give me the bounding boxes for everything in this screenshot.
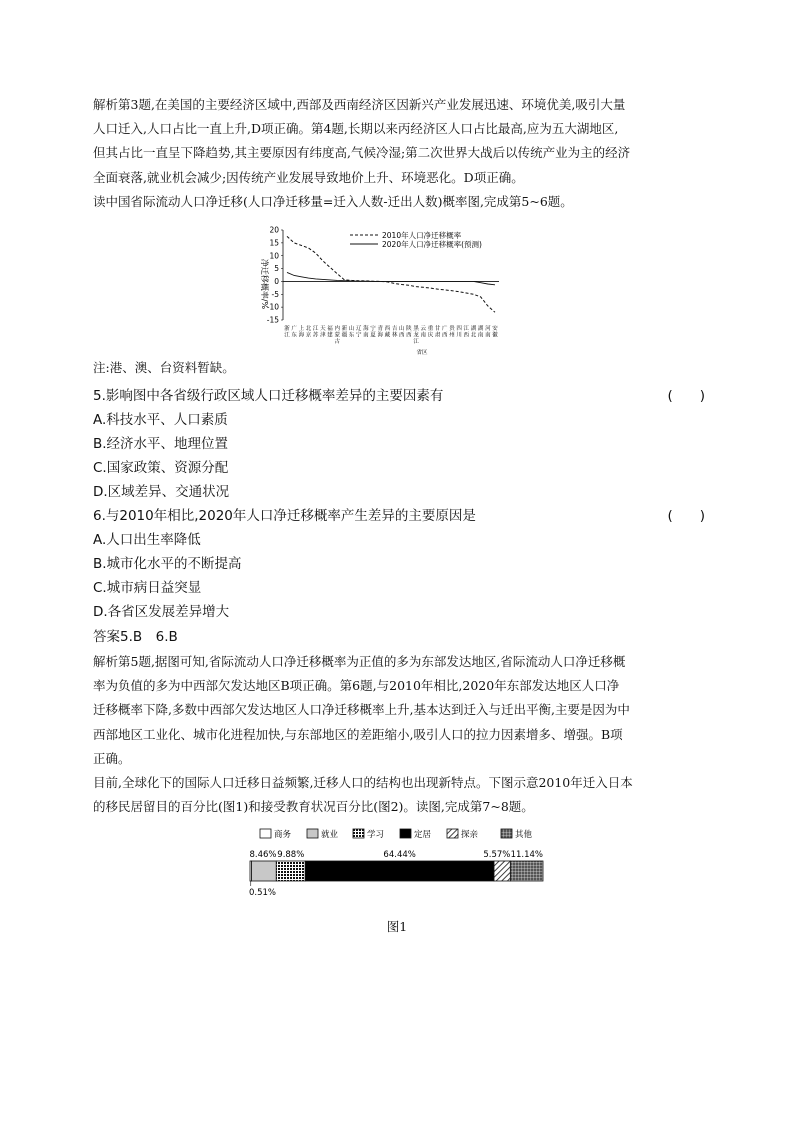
category-label: 宁 [355, 332, 362, 339]
category-label: 西 [406, 332, 412, 339]
category-label: 州 [449, 332, 455, 339]
legend-label: 商务 [274, 830, 292, 841]
bar-segment [510, 861, 543, 881]
category-label: 南 [477, 332, 484, 339]
question-6 [93, 504, 705, 624]
option-a: A.科技水平、人口素质 [93, 412, 228, 428]
category-label: 云 [420, 326, 427, 332]
intro-paragraph-3 [93, 771, 703, 819]
category-label: 西 [463, 332, 470, 339]
text-line: 解析第3题,在美国的主要经济区域中,西部及西南经济区因新兴产业发展迅速、环境优美,吸引大量 [93, 97, 626, 112]
category-label: 南 [485, 332, 491, 339]
category-label: 福 [327, 326, 333, 332]
data-label: 64.44% [383, 850, 416, 860]
category-label: 广 [291, 326, 297, 332]
category-label: 重 [427, 326, 434, 332]
y-tick-label: -10 [266, 302, 279, 312]
category-label: 贵 [449, 326, 455, 332]
option-d: D.区域差异、交通状况 [93, 484, 230, 500]
category-label: 天 [320, 326, 326, 332]
option-d: D.各省区发展差异增大 [93, 604, 230, 620]
japan-migrant-purpose-bar-chart [245, 826, 555, 904]
category-label: 西 [384, 326, 391, 332]
legend-label: 2010年人口净迁移概率 [382, 231, 462, 240]
x-axis-note: 省区 [416, 350, 428, 356]
category-label: 青 [377, 326, 383, 332]
category-label: 浙 [284, 326, 290, 332]
series-line-2 [287, 272, 495, 284]
option-a: A.人口出生率降低 [93, 532, 201, 548]
answer-blank: ( ) [667, 508, 705, 524]
y-tick-label: 15 [269, 238, 279, 248]
category-label: 江 [312, 326, 319, 332]
category-label: 建 [327, 332, 333, 339]
data-label: 0.51% [249, 888, 277, 898]
chart-note: 注:港、澳、台资料暂缺。 [93, 360, 235, 375]
legend-swatch [307, 829, 318, 838]
answer-line: 答案5.B 6.B [93, 629, 178, 645]
legend-swatch [400, 829, 411, 838]
data-label: 8.46% [249, 850, 277, 860]
legend-swatch [353, 829, 364, 838]
legend-label: 探亲 [461, 830, 479, 841]
y-tick-label: -15 [266, 315, 279, 325]
option-b: B.城市化水平的不断提高 [93, 556, 242, 572]
category-label: 海 [377, 332, 383, 339]
category-label: 湖 [477, 326, 484, 332]
figure-1-caption: 图1 [386, 919, 408, 934]
category-label: 东 [348, 332, 355, 339]
category-label: 山 [348, 326, 355, 332]
category-label: 江 [463, 326, 470, 332]
category-label: 藏 [384, 332, 391, 339]
text-line: 西部地区工业化、城市化进程加快,与东部地区的差距缩小,吸引人口的拉力因素增多、增强。B项 [93, 726, 623, 742]
category-label: 蒙 [334, 332, 340, 339]
category-label: 安 [492, 326, 498, 332]
category-label: 疆 [341, 332, 348, 339]
data-label: 9.88% [277, 850, 305, 860]
category-label: 湖 [470, 326, 477, 332]
category-label: 龙 [413, 332, 419, 339]
category-label: 山 [399, 326, 405, 332]
category-label: 西 [442, 332, 448, 339]
text-line: 迁移概率下降,多数中西部欠发达地区人口净迁移概率上升,基本达到迁入与迁出平衡,主要是因为中 [93, 702, 630, 718]
bar-chart-legend [260, 829, 533, 840]
category-label: 东 [291, 332, 297, 339]
legend-swatch [501, 829, 512, 838]
legend-label: 就业 [321, 830, 339, 841]
category-label: 江 [284, 332, 290, 339]
category-label: 西 [399, 332, 405, 339]
bar-segment [305, 861, 494, 881]
category-label: 京 [305, 332, 312, 339]
question-5-stem: 5.影响图中各省级行政区域人口迁移概率差异的主要因素有 [93, 388, 444, 404]
category-label: 广 [442, 326, 448, 332]
category-label: 辽 [355, 326, 362, 332]
category-label: 吉 [391, 326, 398, 332]
category-label: 海 [363, 326, 369, 332]
legend-label: 2020年人口净迁移概率(预测) [382, 240, 482, 249]
legend-label: 定居 [414, 830, 432, 841]
category-label: 甘 [434, 326, 441, 332]
legend-label: 学习 [367, 830, 385, 841]
y-tick-label: -5 [271, 289, 279, 299]
category-label: 黑 [413, 326, 419, 332]
data-label: 11.14% [510, 850, 543, 860]
answer-blank: ( ) [667, 388, 705, 404]
category-label: 宁 [370, 326, 376, 332]
line-chart-categories [284, 324, 498, 345]
text-line: 但其占比一直呈下降趋势,其主要原因有纬度高,气候冷湿;第二次世界大战后以传统产业为主的经济 [93, 145, 631, 161]
option-c: C.国家政策、资源分配 [93, 460, 229, 476]
category-label: 上 [298, 326, 305, 332]
text-line: 的移民居留目的百分比(图1)和接受教育状况百分比(图2)。读图,完成第7~8题。 [93, 799, 534, 815]
category-label: 四 [456, 326, 462, 332]
category-label: 古 [334, 339, 340, 345]
analysis-paragraph-2 [93, 650, 703, 771]
category-label: 陕 [406, 326, 412, 332]
category-label: 徽 [492, 332, 498, 339]
text-line: 目前,全球化下的国际人口迁移日益频繁,迁移人口的结构也出现新特点。下图示意2010年迁入日本 [93, 775, 633, 790]
category-label: 河 [485, 326, 491, 332]
migration-line-chart [250, 222, 550, 357]
category-label: 肃 [434, 332, 441, 339]
line-chart-legend [350, 230, 482, 249]
category-label: 内 [334, 326, 340, 332]
text-line: 人口迁入,人口占比一直上升,D项正确。第4题,长期以来丙经济区人口占比最高,应为五大湖地区, [93, 121, 619, 137]
category-label: 南 [420, 332, 427, 339]
category-label: 北 [470, 332, 477, 339]
text-line: 正确。 [93, 750, 131, 766]
data-label: 5.57% [483, 850, 511, 860]
analysis-paragraph-1 [93, 93, 703, 214]
y-tick-label: 0 [274, 277, 279, 287]
category-label: 川 [456, 332, 462, 339]
bar-segment [251, 861, 276, 881]
y-tick-label: 5 [274, 264, 279, 274]
bar-segment [494, 861, 510, 881]
category-label: 新 [341, 326, 348, 332]
question-5 [93, 384, 705, 504]
legend-swatch [260, 829, 271, 838]
option-b: B.经济水平、地理位置 [93, 436, 229, 452]
text-line: 率为负值的多为中西部欠发达地区B项正确。第6题,与2010年相比,2020年东部发达地区人口净 [93, 678, 620, 694]
category-label: 北 [305, 326, 312, 332]
category-label: 夏 [370, 332, 376, 339]
category-label: 江 [413, 339, 419, 345]
option-c: C.城市病日益突显 [93, 580, 202, 596]
bar-chart-segments [250, 861, 543, 881]
category-label: 林 [391, 332, 398, 339]
category-label: 苏 [312, 332, 319, 339]
y-axis-label: 净迁移概率/% [260, 258, 269, 310]
legend-swatch [447, 829, 458, 838]
category-label: 庆 [427, 332, 434, 339]
category-label: 南 [363, 332, 369, 339]
y-tick-label: 20 [269, 225, 279, 235]
category-label: 津 [320, 332, 326, 339]
text-line: 解析第5题,据图可知,省际流动人口净迁移概率为正值的多为东部发达地区,省际流动人口净迁移概 [93, 654, 626, 669]
question-6-stem: 6.与2010年相比,2020年人口净迁移概率产生差异的主要原因是 [93, 508, 476, 524]
y-tick-label: 10 [269, 251, 279, 261]
category-label: 海 [298, 332, 305, 339]
text-line: 读中国省际流动人口净迁移(人口净迁移量=迁入人数-迁出人数)概率图,完成第5~6题。 [93, 193, 573, 209]
legend-label: 其他 [515, 830, 533, 841]
text-line: 全面衰落,就业机会减少;因传统产业发展导致地价上升、环境恶化。D项正确。 [93, 169, 524, 185]
bar-segment [276, 861, 305, 881]
